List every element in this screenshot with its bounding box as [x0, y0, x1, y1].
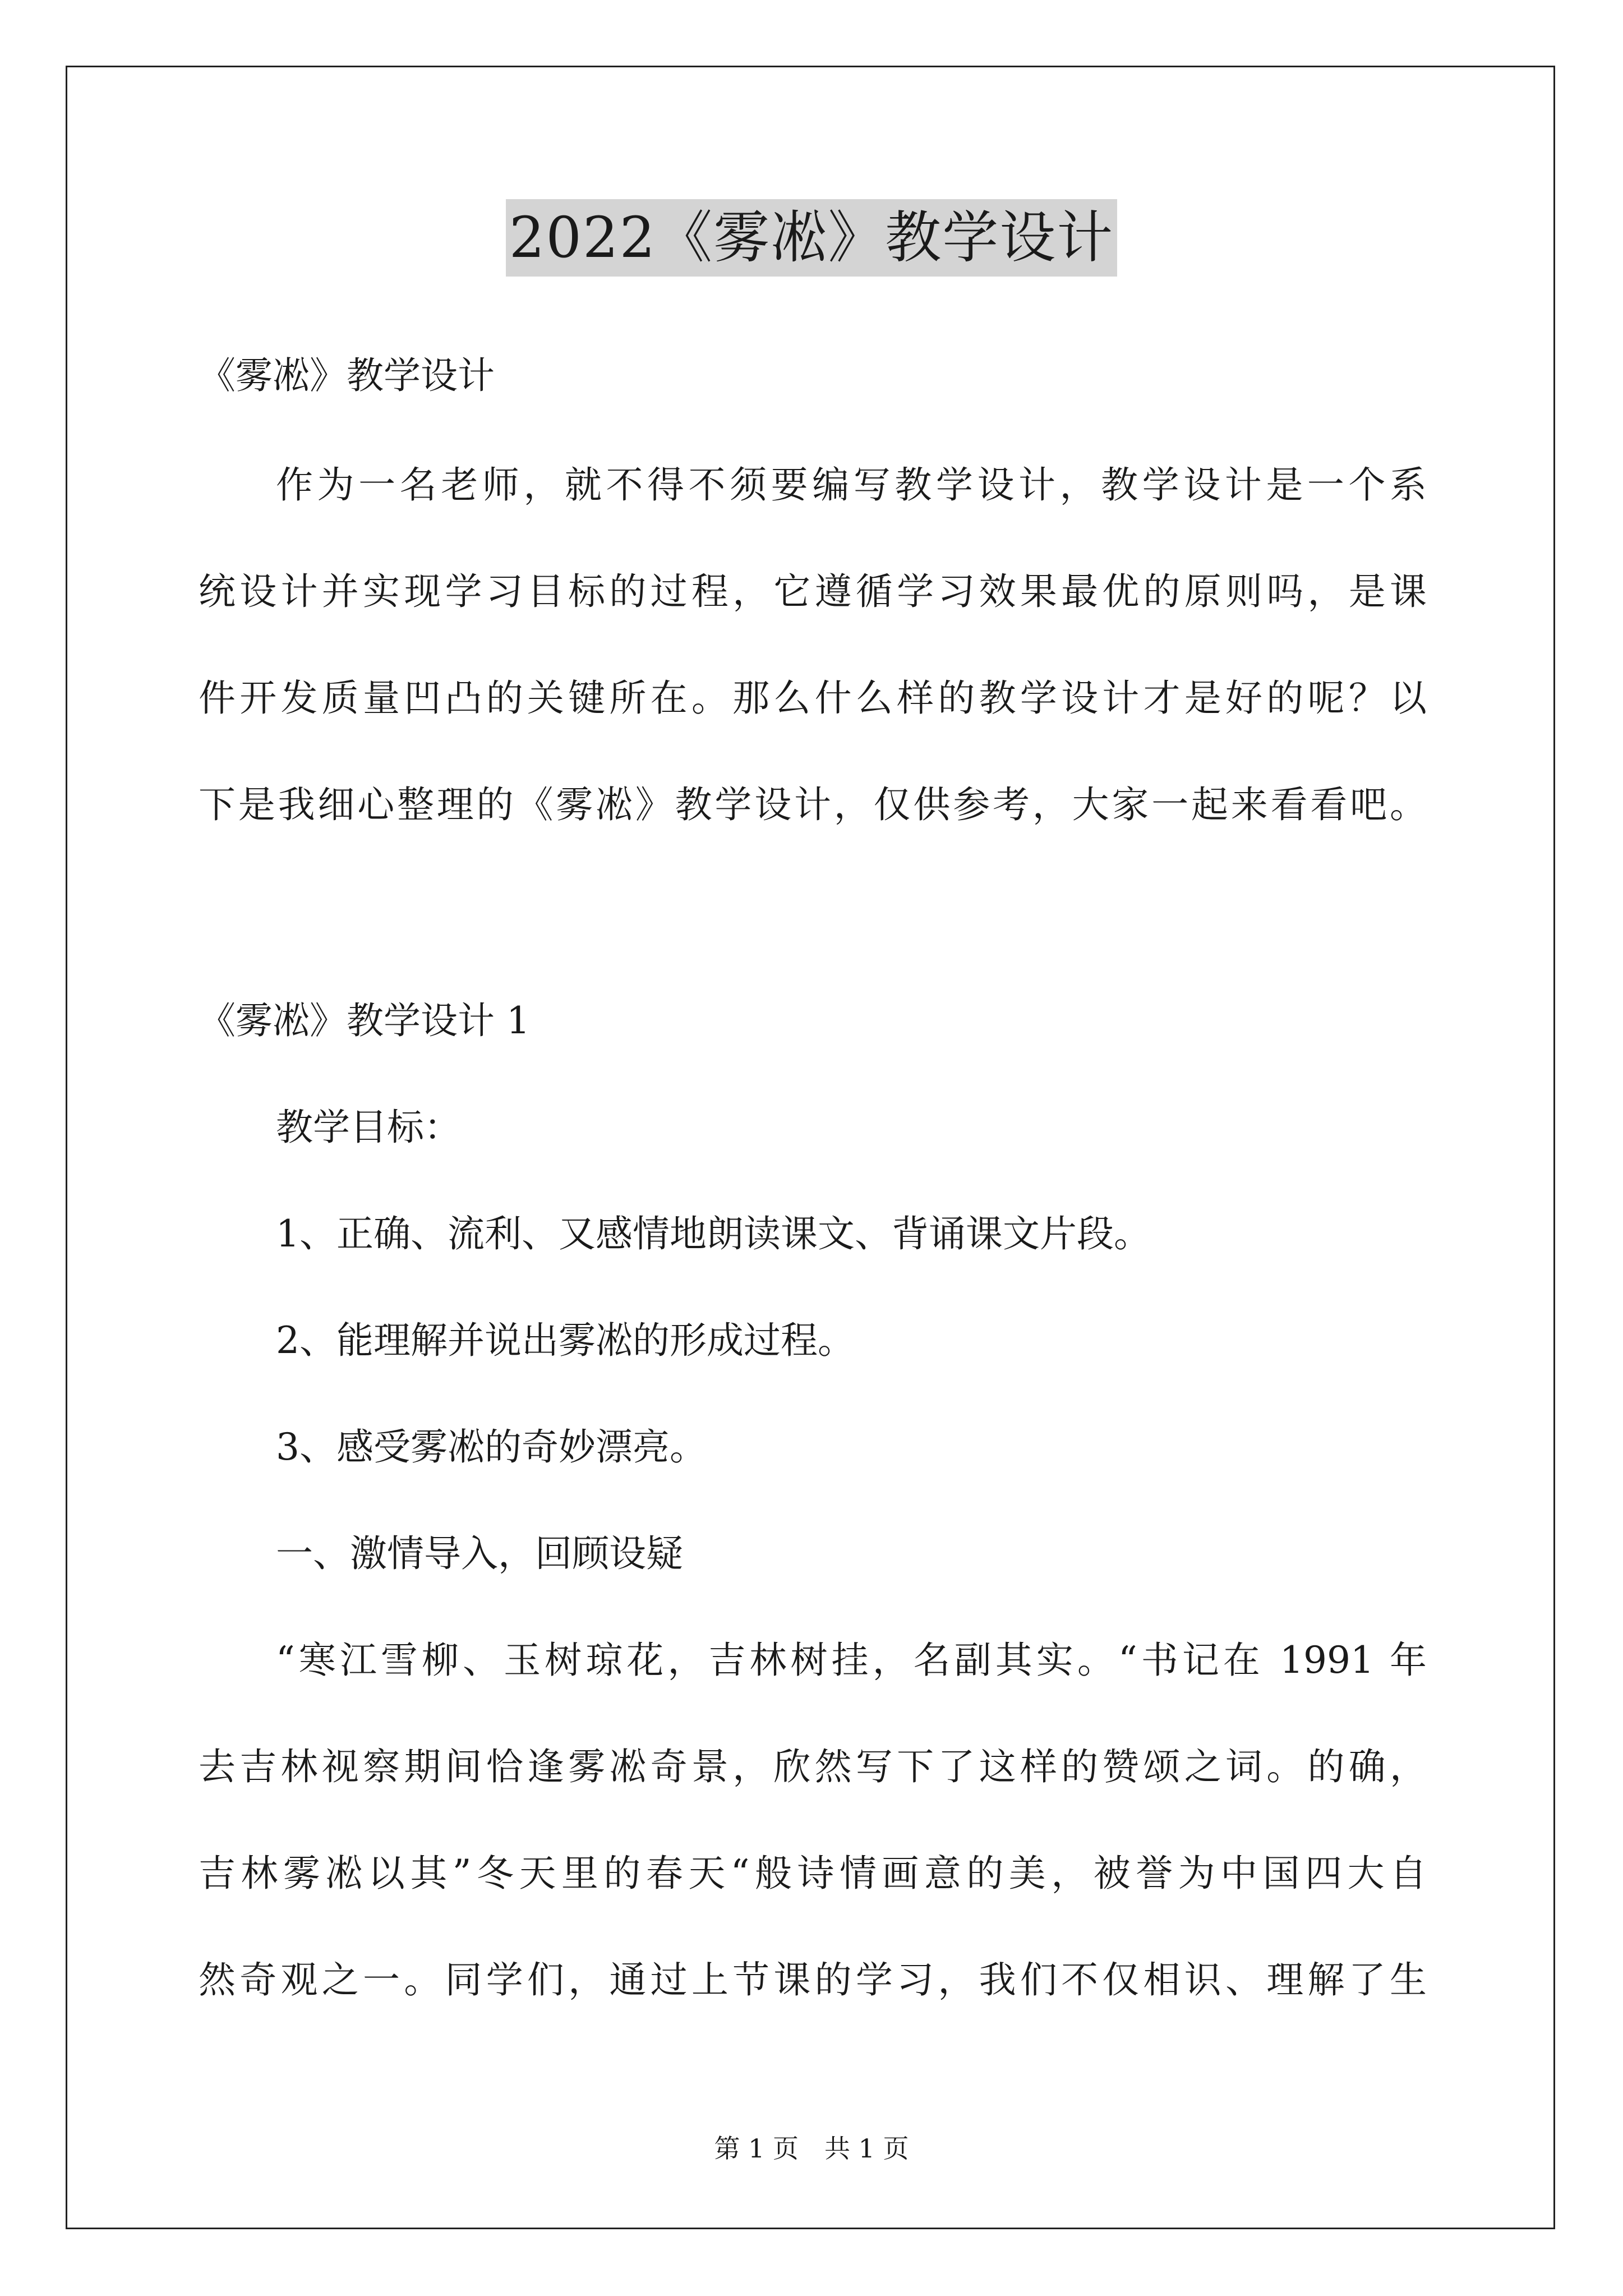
step-heading: 一、激情导入，回顾设疑 [276, 1532, 683, 1575]
paragraph-line: 作为一名老师，就不得不须要编写教学设计，教学设计是一个系 [276, 463, 1427, 507]
paragraph-line: 统设计并实现学习目标的过程，它遵循学习效果最优的原则吗，是课 [199, 570, 1427, 613]
subtitle-line: 《雾凇》教学设计 [199, 354, 495, 397]
page-footer: 第 1 页 共 1 页 [714, 2133, 909, 2164]
document-title: 2022《雾凇》教学设计 [506, 199, 1118, 277]
paragraph-line: 去吉林视察期间恰逢雾凇奇景，欣然写下了这样的赞颂之词。的确， [199, 1745, 1427, 1788]
objectives-heading: 教学目标： [276, 1106, 461, 1149]
paragraph-line: 件开发质量凹凸的关键所在。那么什么样的教学设计才是好的呢？以 [199, 677, 1427, 720]
section-heading: 《雾凇》教学设计 1 [199, 999, 530, 1042]
objective-item: 1、正确、流利、又感情地朗读课文、背诵课文片段。 [276, 1212, 1151, 1255]
title-container [0, 199, 1623, 277]
paragraph-line: 下是我细心整理的《雾凇》教学设计，仅供参考，大家一起来看看吧。 [199, 783, 1427, 826]
paragraph-line: 然奇观之一。同学们，通过上节课的学习，我们不仅相识、理解了生 [199, 1958, 1427, 2001]
paragraph-line: 吉林雾凇以其”冬天里的春天“般诗情画意的美，被誉为中国四大自 [199, 1852, 1427, 1895]
paragraph-line: “寒江雪柳、玉树琼花，吉林树挂，名副其实。“书记在 1991 年 [276, 1639, 1427, 1682]
objective-item: 3、感受雾凇的奇妙漂亮。 [276, 1425, 707, 1469]
objective-item: 2、能理解并说出雾凇的形成过程。 [276, 1319, 855, 1362]
